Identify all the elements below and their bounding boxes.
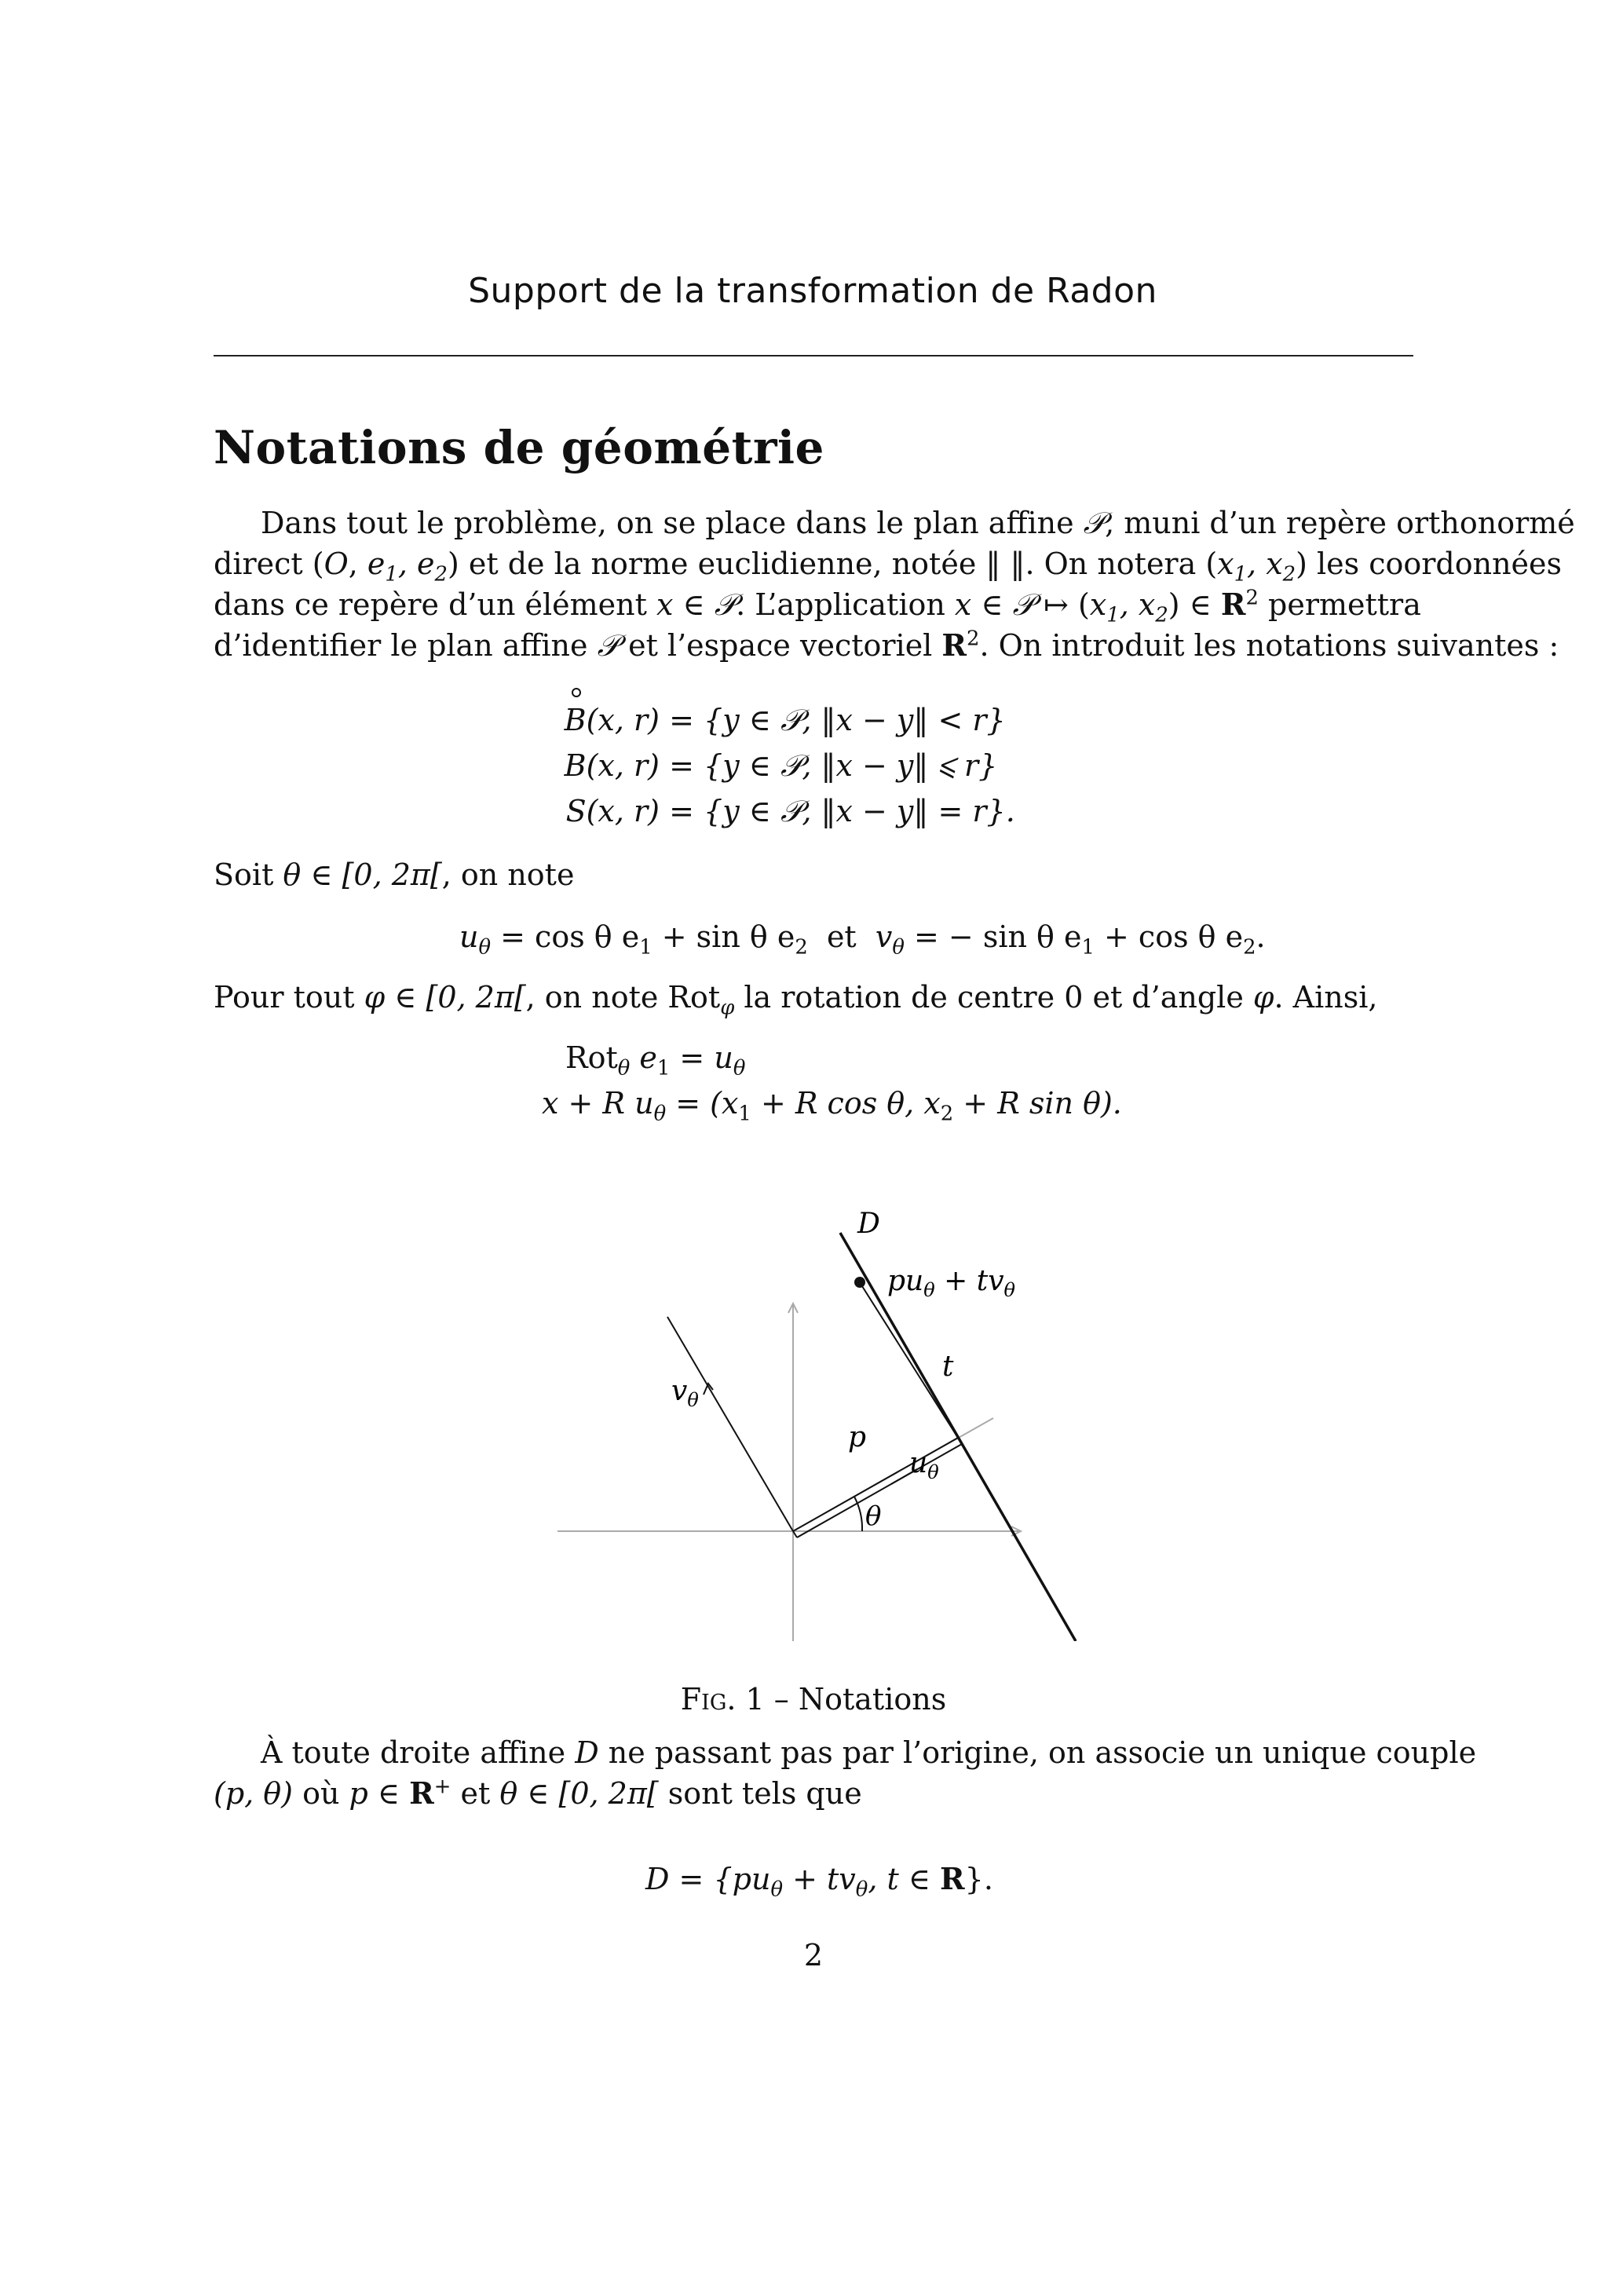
theta-intro: Soit θ ∈ [0, 2π[, on note [214, 857, 575, 892]
v-theta-line [667, 1317, 793, 1531]
figure-notations [534, 1201, 1099, 1641]
intro-line-4: d’identifier le plan affine 𝒫 et l’espace vectoriel $R^2$. On introduit les notations suivantes : [214, 627, 1559, 663]
closing-line-2: (p, θ) où p ∈ R+ et θ ∈ [0, 2π[ sont tels que [214, 1775, 862, 1811]
open-ball-eq: B(x, r) = {y ∈ 𝒫, ‖x − y‖ < r} [542, 697, 1015, 743]
section-title: Notations de géométrie [214, 421, 824, 474]
header-rule [214, 355, 1413, 356]
intro-line-3: dans ce repère d’un élément x ∈ 𝒫. L’application x ∈ 𝒫 ↦ ($x_1$, $x_2$) ∈ $R^2$ permettra [214, 586, 1421, 627]
intro-paragraph [214, 503, 1575, 666]
ball-definitions [542, 697, 1015, 834]
rotation-equations [542, 1035, 1122, 1126]
intro-line-1: Dans tout le problème, on se place dans le plan affine 𝒫, muni d’un repère orthonormé [261, 506, 1575, 540]
sphere-eq: S(x, r) = {y ∈ 𝒫, ‖x − y‖ = r}. [565, 794, 1015, 828]
u-v-definition: $u_\theta = \cos \theta$ $e_1 + \sin \theta$ $e_2$ et $v_\theta$ = − sin θ $e_1 + \cos \theta$ $e_2$. [459, 919, 1266, 960]
rot-eq-1: Rot$_\theta$ $e_1 = u_\theta$ [565, 1040, 746, 1080]
closing-line-1: À toute droite affine D ne passant pas par l’origine, on associe un unique couple [261, 1735, 1477, 1770]
figure-caption: Fig. 1 – Notations [680, 1682, 947, 1717]
rot-eq-2: x + R $u_\theta = (x_1 + R$ cos θ, $x_2 + R$ sin θ). [542, 1086, 1122, 1126]
label-v-theta: $v_\theta$ [671, 1375, 699, 1411]
closed-ball-eq: B(x, r) = {y ∈ 𝒫, ‖x − y‖ ⩽ r} [564, 748, 998, 783]
rotation-sentence: Pour tout φ ∈ [0, 2π[, on note Rot$_\varphi$ la rotation de centre 0 et d’angle φ. Ainsi, [214, 980, 1378, 1020]
point-pu-tv [854, 1277, 865, 1288]
page-number: 2 [803, 1938, 824, 1972]
label-theta: θ [865, 1501, 882, 1532]
label-u-theta: $u_\theta$ [909, 1447, 939, 1483]
intro-line-2: direct (O, $e_1$, $e_2$) et de la norme euclidienne, notée ‖ ‖. On notera ($x_1$, $x_2$) les coordonnées [214, 547, 1563, 587]
running-header: Support de la transformation de Radon [468, 271, 1157, 311]
label-point: $pu_\theta + tv_\theta$ [887, 1265, 1015, 1301]
label-D: D [857, 1208, 880, 1240]
final-equation: $D = \{pu_\theta + tv_\theta$, t ∈ R}. [645, 1861, 993, 1902]
label-p: p [848, 1421, 867, 1453]
closing-paragraph [214, 1732, 1477, 1814]
label-t: t [942, 1351, 954, 1383]
